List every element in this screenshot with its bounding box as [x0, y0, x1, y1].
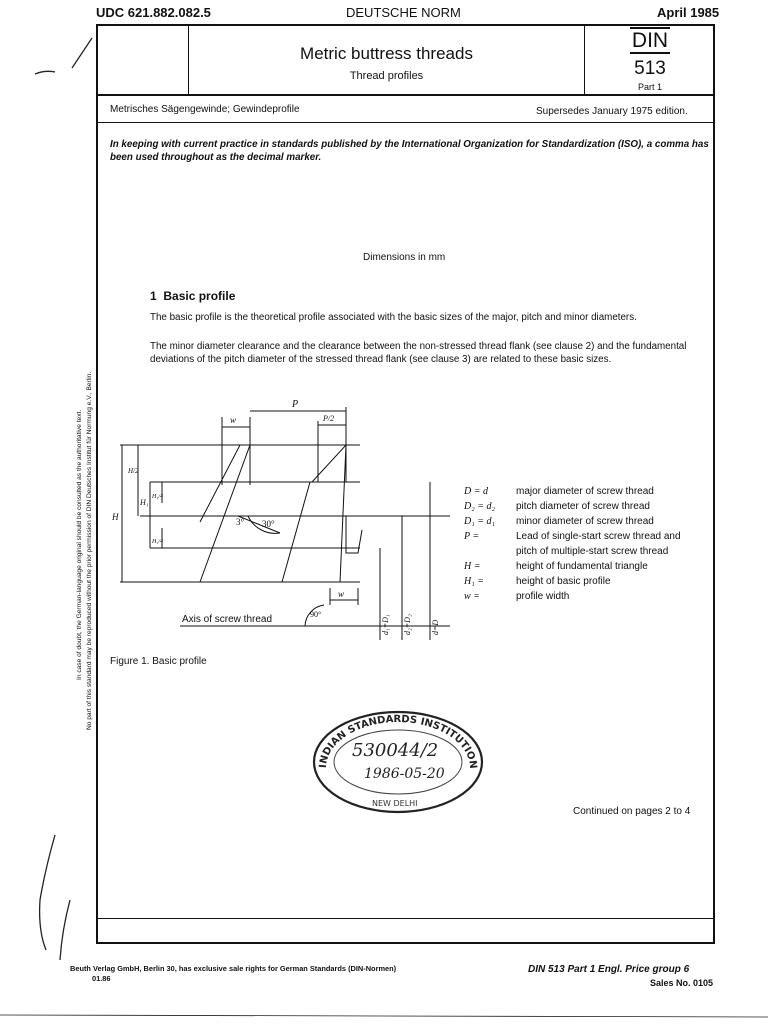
axis-label: Axis of screw thread	[182, 614, 273, 625]
label-d: d=D	[431, 619, 440, 635]
section-number: 1	[150, 289, 157, 303]
label-h1-quarter-top: H₁/4	[152, 494, 164, 500]
stamp-ring-text: INDIAN STANDARDS INSTITUTION	[317, 713, 479, 770]
legend-row: w = profile width	[464, 591, 570, 602]
legend-row: D = d major diameter of screw thread	[464, 486, 654, 497]
label-h1: H₁	[140, 498, 149, 507]
label-h-half: H/2	[128, 467, 139, 475]
legend-row: P = Lead of single-start screw thread and	[464, 531, 681, 542]
label-p: P	[292, 399, 299, 410]
din-number: 513	[634, 58, 666, 79]
legend-row: H = height of fundamental triangle	[464, 561, 648, 572]
issue-date: April 1985	[657, 5, 720, 20]
label-angle-3: 3°	[236, 517, 245, 527]
stamp-date: 1986-05-20	[364, 766, 445, 782]
sales-number: Sales No. 0105	[650, 978, 714, 988]
label-angle-90: 90°	[310, 610, 322, 619]
german-title: Metrisches Sägengewinde; Gewindeprofile	[110, 104, 300, 115]
section-para-2: The minor diameter clearance and the clearance between the non-stressed thread flank (see clause 2) and the fundamental deviations of the pitch diameter of the stressed thread flank (see clause 3) are related to these basic sizes.	[150, 341, 687, 365]
legend-row: H₁ = height of basic profile	[464, 576, 611, 587]
label-d1: d₁=D₁	[381, 614, 390, 635]
side-note-line-2: In case of doubt, the German-language original should be consulted as the authoritative text.	[76, 409, 83, 680]
iso-decimal-note: In keeping with current practice in standards published by the International Organization for Standardization (ISO), a comma has been used throughout as the decimal marker.	[110, 139, 709, 163]
label-h1-quarter-bottom: H₁/4	[152, 539, 164, 545]
dimensions-note: Dimensions in mm	[363, 252, 446, 263]
udc-number: UDC 621.882.082.5	[96, 5, 211, 20]
legend-row: D₁ = d₁ minor diameter of screw thread	[464, 516, 654, 527]
section-para-1: The basic profile is the theoretical profile associated with the basic sizes of the major, pitch and minor diameters.	[150, 312, 637, 323]
label-h: H	[112, 512, 119, 522]
stamp-city: NEW DELHI	[372, 799, 418, 808]
din-label: DIN	[631, 29, 669, 52]
deutsche-norm-label: DEUTSCHE NORM	[346, 5, 461, 20]
label-p2: P/2	[323, 414, 335, 423]
part-number: Part 1	[637, 82, 662, 92]
supersedes-note: Supersedes January 1975 edition.	[536, 106, 688, 117]
publisher-note: Beuth Verlag GmbH, Berlin 30, has exclusive sale rights for German Standards (DIN-Normen)	[70, 964, 397, 973]
label-w-bottom: w	[338, 589, 345, 599]
footer-code: 01.86	[92, 974, 111, 983]
label-w-top: w	[230, 415, 237, 425]
stamp-number: 530044/2	[352, 740, 439, 761]
legend-row: D₂ = d₂ pitch diameter of screw thread	[464, 501, 650, 512]
figure-caption: Figure 1. Basic profile	[110, 656, 207, 667]
label-angle-30: 30°	[262, 519, 275, 529]
side-note-line-1: No part of this standard may be reproduced without the prior permission of DIN Deutsches Institut für Normung e.V., Berlin.	[86, 371, 93, 730]
document-subtitle: Thread profiles	[349, 70, 424, 82]
document-title: Metric buttress threads	[300, 44, 473, 63]
section-title: Basic profile	[163, 289, 236, 303]
footer-din-ref: DIN 513 Part 1 Engl. Price group 6	[528, 964, 690, 975]
label-d2: d₂=D₂	[403, 614, 412, 635]
continued-note: Continued on pages 2 to 4	[573, 806, 691, 817]
legend-row: pitch of multiple-start screw thread	[516, 546, 669, 557]
